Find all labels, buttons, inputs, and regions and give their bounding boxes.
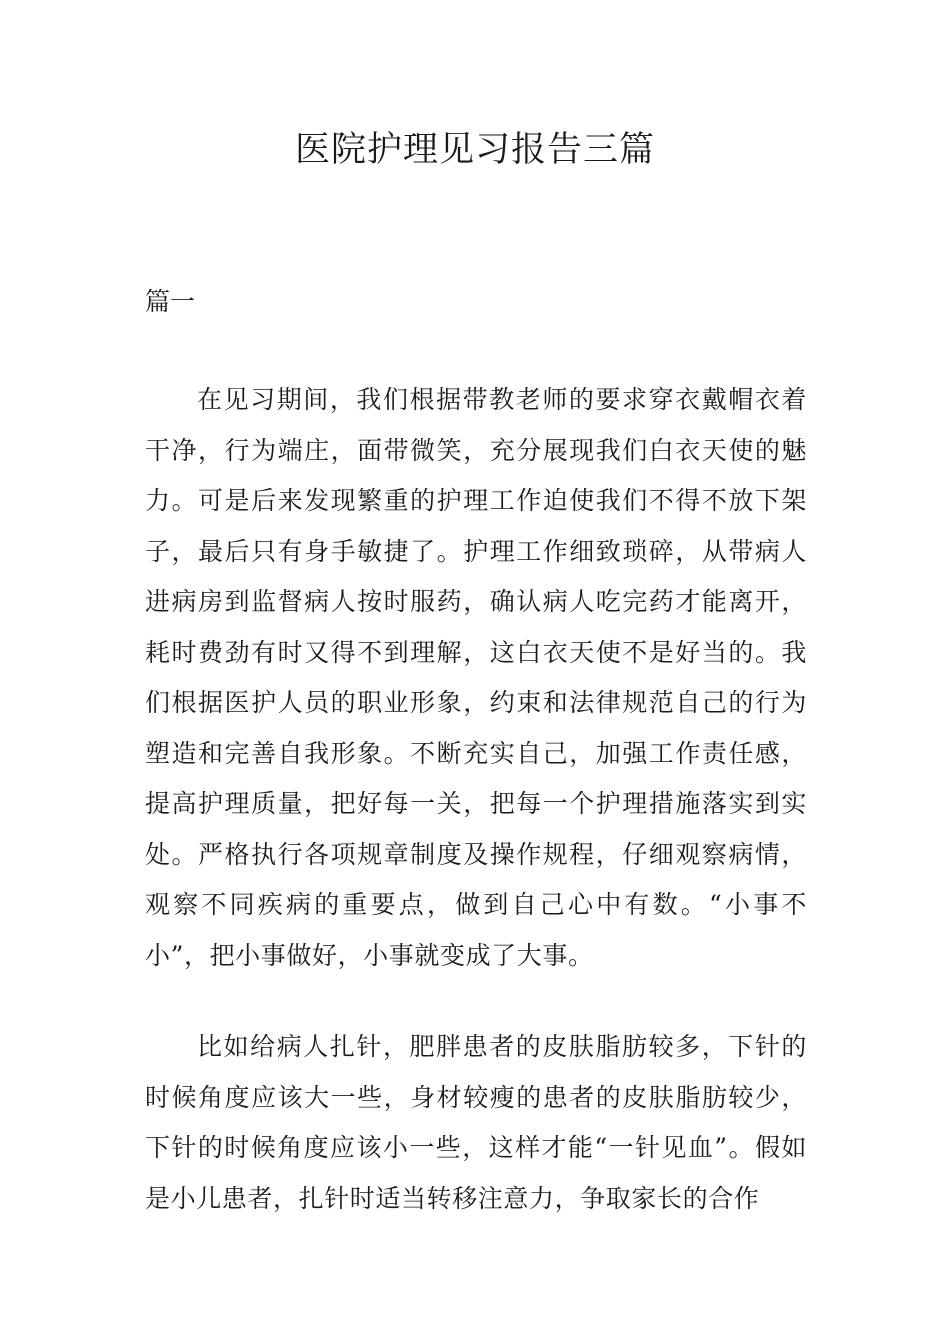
paragraph-2: 比如给病人扎针，肥胖患者的皮肤脂肪较多，下针的时候角度应该大一些，身材较瘦的患者的皮肤脂肪较少，下针的时候角度应该小一些，这样才能“一针见血”。假如是小儿患者，扎针时适当转移注意力，争取家长的合作 bbox=[145, 1032, 807, 1213]
document-title: 医院护理见习报告三篇 bbox=[294, 130, 655, 170]
section-heading: 篇一 bbox=[145, 287, 196, 316]
paragraph-1: 在见习期间，我们根据带教老师的要求穿衣戴帽衣着干净，行为端庄，面带微笑，充分展现我们白衣天使的魅力。可是后来发现繁重的护理工作迫使我们不得不放下架子，最后只有身手敏捷了。护理工作细致琐碎，从带病人进病房到监督病人按时服药，确认病人吃完药才能离开，耗时费劲有时又得不到理解，这白衣天使不是好当的。我们根据医护人员的职业形象，约束和法律规范自己的行为塑造和完善自我形象。不断充实自己，加强工作责任感，提高护理质量，把好每一关，把每一个护理措施落实到实处。严格执行各项规章制度及操作规程，仔细观察病情，观察不同疾病的重要点，做到自己心中有数。“小事不小”，把小事做好，小事就变成了大事。 bbox=[145, 385, 807, 970]
